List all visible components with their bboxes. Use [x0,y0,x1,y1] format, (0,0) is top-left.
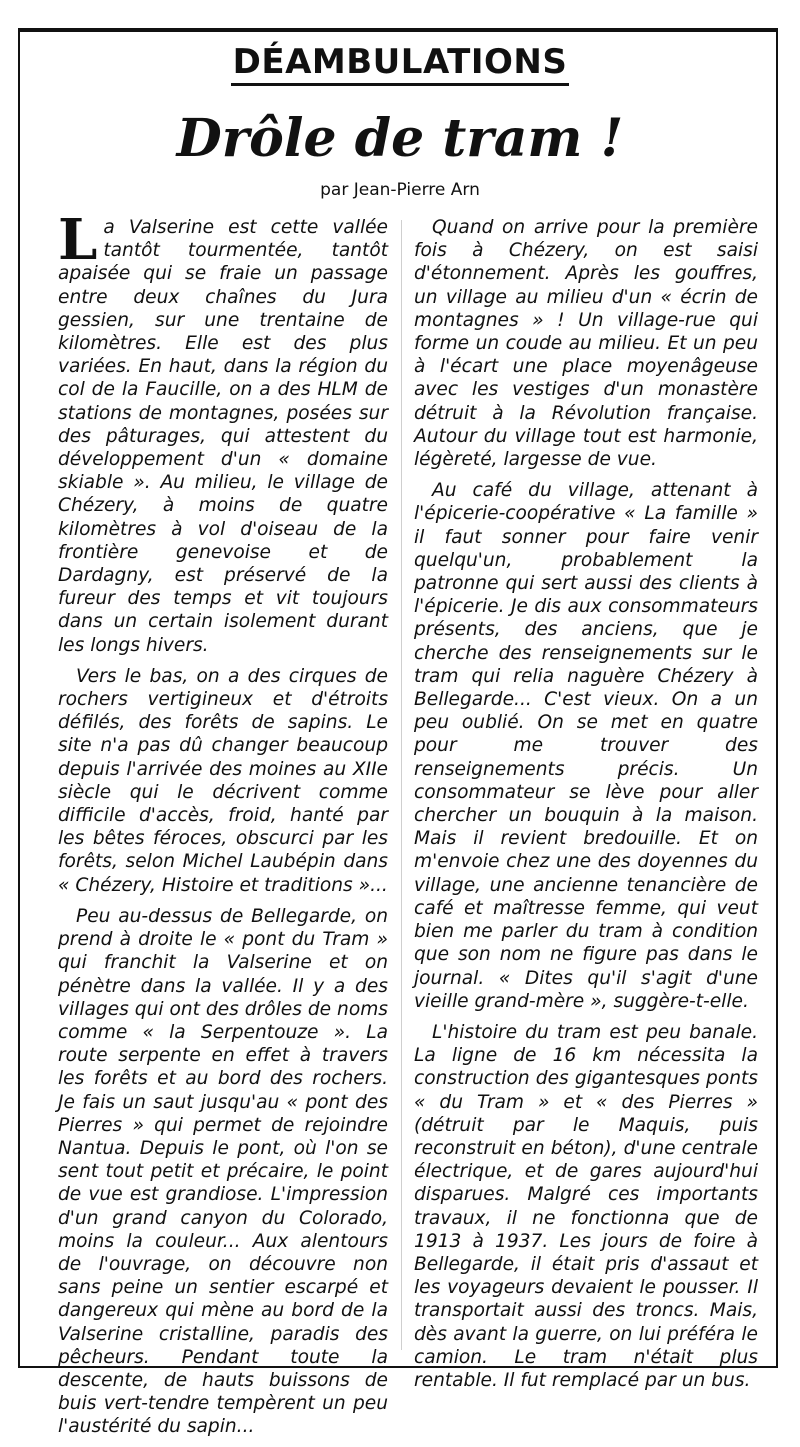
paragraph-6: L'histoire du tram est peu banale. La ligne de 16 km nécessita la construction des gigantesques ponts « du Tram » et « des Pierres » (détruit par le Maquis, puis reconstruit en béton), d'une centrale électrique, et de gares aujourd'hui disparues. Malgré ces importants travaux, il ne fonctionna que de 1913 à 1937. Les jours de foire à Bellegarde, il était pris d'assaut et les voyageurs devaient le pousser. Il transportait aussi des troncs. Mais, dès avant la guerre, on lui préféra le camion. Le tram n'était plus rentable. Il fut remplacé par un bus. [414,1021,758,1391]
column-divider [401,220,402,1350]
paragraph-4: Quand on arrive pour la première fois à Chézery, on est saisi d'étonnement. Après les gouffres, un village au milieu d'un « écrin de montagnes » ! Un village-rue qui forme un coude au milieu. Et un peu à l'écart une place moyenâgeuse avec les vestiges d'un monastère détruit à la Révolution française. Autour du village tout est harmonie, légèreté, largesse de vue. [414,217,758,471]
paragraph-2: Vers le bas, on a des cirques de rochers vertigineux et d'étroits défilés, des forêts de sapins. Le site n'a pas dû changer beaucoup depuis l'arrivée des moines au XIIe siècle qui le décrivent comme difficile d'accès, froid, hanté par les bêtes féroces, obscurci par les forêts, selon Michel Laubépin dans « Chézery, Histoire et traditions »... [58,665,388,896]
column-right [414,216,758,1400]
paragraph-1 [58,207,388,657]
article-title: Drôle de tram ! [176,108,624,169]
drop-cap: L [58,207,98,273]
paragraph-1-text: a Valserine est cette vallée tantôt tourmentée, tantôt apaisée qui se fraie un passage entre deux chaînes du Jura gessien, sur une trentaine de kilomètres. Elle est des plus variées. En haut, dans la région du col de la Faucille, on a des HLM de stations de montagnes, posées sur des pâturages, qui attestent du développement d'un « domaine skiable ». Au milieu, le village de Chézery, à moins de quatre kilomètres à vol d'oiseau de la frontière genevoise et de Dardagny, est préservé de la fureur des temps et vit toujours dans un certain isolement durant les longs hivers. [58,217,388,656]
paragraph-3: Peu au-dessus de Bellegarde, on prend à droite le « pont du Tram » qui franchit la Valserine et on pénètre dans la vallée. Il y a des villages qui ont des drôles de noms comme « la Serpentouze ». La route serpente en effet à travers les forêts et au bord des rochers. Je fais un saut jusqu'au « pont des Pierres » qui permet de rejoindre Nantua. Depuis le pont, où l'on se sent tout petit et précaire, le point de vue est grandiose. L'impression d'un grand canyon du Colorado, moins la couleur... Aux alentours de l'ouvrage, on découvre non sans peine un sentier escarpé et dangereux qui mène au bord de la Valserine cristalline, paradis des pêcheurs. Pendant toute la descente, de hauts buissons de buis vert-tendre tempèrent un peu l'austérité du sapin... [58,905,388,1438]
section-label: DÉAMBULATIONS [231,42,570,86]
column-left [58,207,388,1447]
section-heading [0,42,800,82]
byline: par Jean-Pierre Arn [320,180,480,200]
paragraph-5: Au café du village, attenant à l'épicerie-coopérative « La famille » il faut sonner pour faire venir quelqu'un, probablement la patronne qui sert aussi des clients à l'épicerie. Je dis aux consommateurs présents, des anciens, que je cherche des renseignements sur le tram qui relia naguère Chézery à Bellegarde... C'est vieux. On a un peu oublié. On se met en quatre pour me trouver des renseignements précis. Un consommateur se lève pour aller chercher un bouquin à la maison. Mais il revient bredouille. Et on m'envoie chez une des doyennes du village, une ancienne tenancière de café et maîtresse femme, qui veut bien me parler du tram à condition que son nom ne figure pas dans le journal. « Dites qu'il s'agit d'une vieille grand-mère », suggère-t-elle. [414,480,758,1012]
